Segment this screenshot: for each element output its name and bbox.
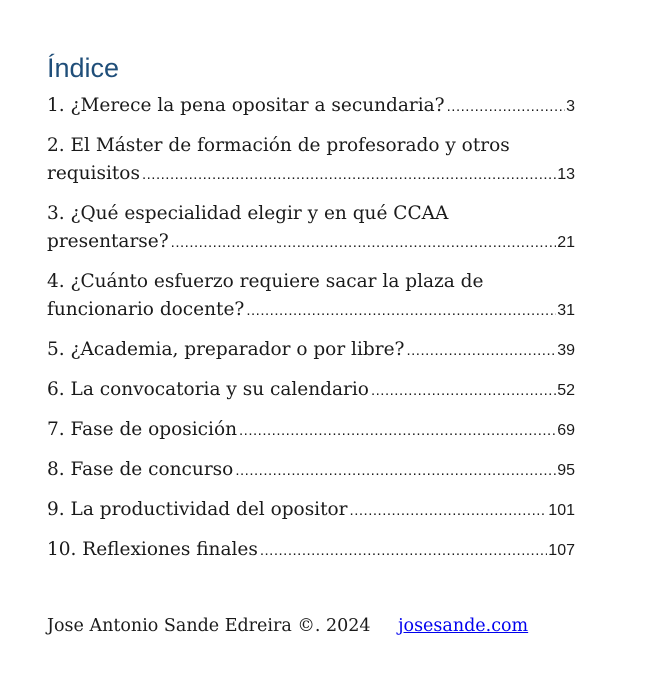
toc-entry-page: 101: [548, 502, 575, 519]
toc-entry-10[interactable]: [47, 536, 575, 565]
toc-list: [47, 92, 575, 576]
dot-leader: [142, 161, 556, 189]
toc-entry-title-continued: presentarse?: [47, 231, 169, 252]
website-link[interactable]: josesande.com: [398, 616, 529, 636]
toc-entry-title: 5. ¿Academia, preparador o por libre?: [47, 339, 405, 360]
toc-entry-page: 52: [557, 382, 575, 399]
dot-leader: [350, 497, 548, 525]
toc-entry-6[interactable]: [47, 376, 575, 405]
dot-leader: [260, 537, 547, 565]
toc-entry-page: 39: [557, 342, 575, 359]
toc-entry-5[interactable]: [47, 336, 575, 365]
toc-entry-title: 4. ¿Cuánto esfuerzo requiere sacar la plaza de: [47, 271, 484, 292]
footer: [47, 612, 528, 640]
toc-entry-title-continued: requisitos: [47, 163, 140, 184]
toc-entry-page: 95: [557, 462, 575, 479]
dot-leader: [171, 229, 557, 257]
toc-entry-title: 1. ¿Merece la pena opositar a secundaria?: [47, 95, 445, 116]
toc-title: Índice: [47, 53, 120, 83]
toc-entry-title: 6. La convocatoria y su calendario: [47, 379, 369, 400]
toc-entry-8[interactable]: [47, 456, 575, 485]
author-copyright: Jose Antonio Sande Edreira ©. 2024: [47, 616, 371, 636]
toc-entry-7[interactable]: [47, 416, 575, 445]
dot-leader: [371, 377, 556, 405]
toc-entry-title: 7. Fase de oposición: [47, 419, 237, 440]
toc-entry-page: 21: [557, 234, 575, 251]
toc-entry-page: 13: [557, 166, 575, 183]
toc-entry-page: 107: [548, 542, 575, 559]
toc-entry-title: 2. El Máster de formación de profesorado y otros: [47, 135, 510, 156]
toc-entry-title: 9. La productividad del opositor: [47, 499, 348, 520]
toc-entry-9[interactable]: [47, 496, 575, 525]
toc-entry-title: 8. Fase de concurso: [47, 459, 234, 480]
dot-leader: [406, 337, 556, 365]
dot-leader: [246, 297, 556, 325]
dot-leader: [447, 93, 565, 121]
toc-entry-4[interactable]: [47, 268, 575, 325]
toc-entry-1[interactable]: [47, 92, 575, 121]
toc-entry-page: 31: [557, 302, 575, 319]
toc-entry-page: 3: [566, 98, 575, 115]
dot-leader: [239, 417, 556, 445]
toc-entry-2[interactable]: [47, 132, 575, 189]
dot-leader: [235, 457, 556, 485]
toc-entry-title: 10. Reflexiones finales: [47, 539, 258, 560]
toc-entry-title: 3. ¿Qué especialidad elegir y en qué CCAA: [47, 203, 449, 224]
toc-entry-title-continued: funcionario docente?: [47, 299, 245, 320]
toc-entry-3[interactable]: [47, 200, 575, 257]
toc-entry-page: 69: [557, 422, 575, 439]
